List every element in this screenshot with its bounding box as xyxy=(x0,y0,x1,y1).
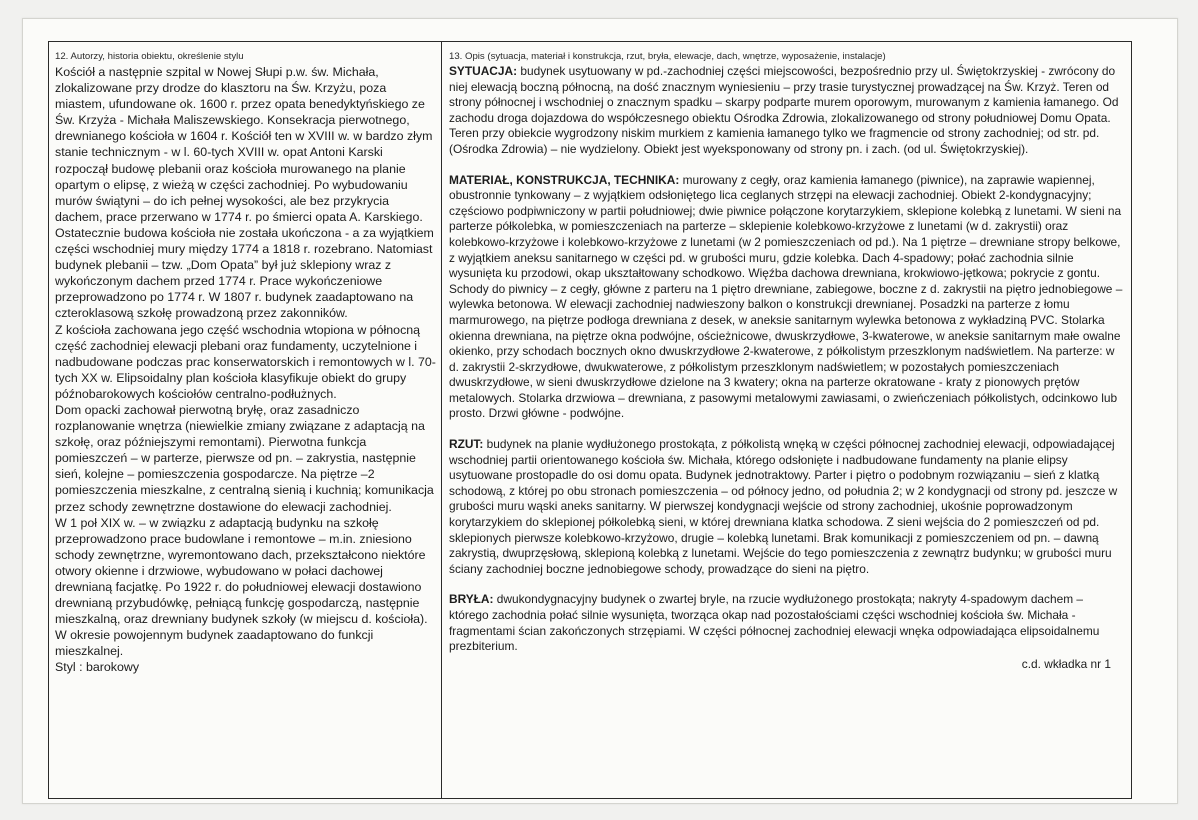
document-page xyxy=(22,18,1178,804)
description-heading: 13. Opis (sytuacja, materiał i konstrukcja, rzut, bryła, elewacje, dach, wnętrze, wyposażenie, instalacje) xyxy=(449,51,886,62)
situation-paragraph xyxy=(449,64,1125,158)
situation-text: budynek usytuowany w pd.-zachodniej części miejscowości, bezpośrednio przy ul. Świętokrzyskiej - zwrócony do niej elewacją boczną północną, na dość znacznym wyniesieniu – przy trasie turystycznej prowadzącej na Św. Krzyż. Teren od strony północnej i wschodniej o znacznym spadku – skarpy podparte murem oporowym, murowanym z kamienia łamanego. Od zachodu droga dojazdowa do współczesnego obiektu Ośrodka Zdrowia, zlokalizowanego od strony południowej Domu Opata. Teren przy obiekcie wygrodzony niskim murkiem z kamienia łamanego tylko we fragmencie od strony zachodniej; od str. pd. (Ośrodka Zdrowia) – nie wydzielony. Obiekt jest wyeksponowany od strony pn. i zach. (od ul. Świętokrzyskiej). xyxy=(449,64,1119,156)
material-label: MATERIAŁ, KONSTRUKCJA, TECHNIKA: xyxy=(449,172,680,187)
description-body xyxy=(449,64,1125,655)
situation-label: SYTUACJA: xyxy=(449,64,518,78)
history-paragraph: Z kościoła zachowana jego część wschodnia wtopiona w północną część zachodniej elewacji plebani oraz fundamenty, uczytelnione i nadbudowane podczas prac konserwatorskich i remontowych w l. 70-tych XX w. Elipsoidalny plan kościoła klasyfikuje obiekt do grupy późnobarokowych kościołów centralno-podłużnych. xyxy=(55,322,436,401)
history-body xyxy=(55,64,439,676)
history-section xyxy=(48,41,441,799)
massing-label: BRYŁA: xyxy=(449,592,494,607)
description-section xyxy=(441,41,1132,799)
material-text: murowany z cegły, oraz kamienia łamanego (piwnice), na zaprawie wapiennej, obustronnie tynkowany – z wyjątkiem odsłoniętego lica ceglanych strzępi na elewacji zachodniej. Obiekt 2-kondygnacyjny; częściowo podpiwniczony w partii południowej; dwie piwnice połączone korytarzykiem, sklepione kolebką z lunetami. W sieni na parterze półkolebka, w pomieszczeniach na parterze – sklepienie kolebkowo-krzyżowe z lunetami (w d. zakrystii) oraz kolebkowo-krzyżowe i kolebkowo-krzyżowe z lunetami (w 2 pomieszczeniach od pd.). Na 1 piętrze – drewniane stropy belkowe, z wyjątkiem aneksu sanitarnego w części pd. w grubości muru, gdzie kolebka. Dach 4-spadowy; połać zachodnia silnie wysunięta ku przodowi, okap ukształtowany schodkowo. Więźba dachowa drewniana, krokwiowo-jętkowa; pokrycie z gontu. Schody do piwnicy – z cegły, główne z parteru na 1 piętro drewniane, zabiegowe, boczne z d. zakrystii na piętro jednobiegowe – wylewka betonowa. W elewacji zachodniej nadwieszony balkon o konstrukcji drewnianej. Posadzki na parterze z łomu marmurowego, na piętrze podłoga drewniana z desek, w aneksie sanitarnym wylewka betonowa z wykładziną PVC. Stolarka okienna drewniana, na piętrze okna podwójne, ościeżnicowe, dwuskrzydłowe, 3-kwaterowe, w aneksie sanitarnym małe owalne okienko, przy schodach bocznych okno dwuskrzydłowe 2-kwaterowe, z półkolistym przeszklonym nadświetlem. Na parterze: w d. zakrystii 2-skrzydłowe, dwukwaterowe, z półkolistym przeszklonym nadświetlem; w pozostałych pomieszczeniach dwuskrzydłowe, w sieni dwuskrzydłowe dzielone na 3 kwatery; okna na parterze okratowane - kraty z pionowych prętów metalowych. Stolarka drzwiowa – drewniana, z pasowymi metalowymi zawiasami, o zwieńczeniach półkolistych, odcinkowo lub prosto. Drzwi główne - podwójne. xyxy=(449,172,1123,421)
style-line: Styl : barokowy xyxy=(55,660,140,675)
massing-text: dwukondygnacyjny budynek o zwartej bryle, na rzucie wydłużonego prostokąta; nakryty 4-spadowym dachem – którego zachodnia połać silnie wysunięta, tworząca okap nad pozostałościami części wschodniej kościoła św. Michała - fragmentami ścian zakończonych strzępiami. W części północnej zachodniej elewacji wnęka odpowiadająca elipsoidalnemu prezbiterium. xyxy=(449,592,1100,654)
history-paragraph: Dom opacki zachował pierwotną bryłę, oraz zasadniczo rozplanowanie wnętrza (niewielkie zmiany związane z adaptacją na szkołę, oraz późniejszymi remontami). Pierwotna funkcja pomieszczeń – w parterze, pierwsze od pn. – zakrystia, następnie sień, kolejne – pomieszczenia gospodarcze. Na piętrze –2 pomieszczenia mieszkalne, z centralną sienią i kuchnią; komunikacja przez schody zewnętrzne dostawione do elewacji zachodniej. xyxy=(55,402,434,514)
history-paragraph: W 1 poł XIX w. – w związku z adaptacją budynku na szkołę przeprowadzono prace budowlane i remontowe – m.in. zniesiono schody zewnętrzne, wyremontowano dach, przekształcono niektóre otwory okienne i drzwiowe, wybudowano w połaci dachowej drewnianą facjatkę. Po 1922 r. do południowej elewacji dostawiono drewnianą przybudówkę, pełniącą funkcję gospodarczą, następnie mieszkalną, oraz drewniany budynek szkoły (w miejscu d. kościoła). W okresie powojennym budynek zaadaptowano do funkcji mieszkalnej. xyxy=(55,515,428,659)
continuation-note: c.d. wkładka nr 1 xyxy=(1021,656,1111,671)
history-heading: 12. Autorzy, historia obiektu, określenie stylu xyxy=(55,51,244,62)
plan-text: budynek na planie wydłużonego prostokąta, z półkolistą wnęką w części północnej zachodniej elewacji, odpowiadającej wschodniej partii orientowanego kościoła św. Michała, którego odsłonięte i nadbudowane fundamenty na planie elipsy usytuowane prostopadle do osi domu opata. Budynek jednotraktowy. Parter i piętro o podobnym rozwiązaniu – sień z klatką schodową, z której po obu stronach pomieszczenia – od północy jedno, od południa 2; w 2 kondygnacji od strony pd. jeszcze w grubości muru wąski aneks sanitarny. W pierwszej kondygnacji wejście od strony zachodniej, ukośnie poprowadzonym korytarzykiem do sklepionej półkolebką sieni, w której drewniana klatka schodowa. Z sieni wejścia do 2 pomieszczeń od pd. sklepionych pierwsze kolebkowo-krzyżowo, drugie – kolebką lunetami. Brak komunikacji z pomieszczeniem od pn. – dawną zakrystią, dwuprzęsłową, sklepioną kolebką z lunetami. Wejście do tego pomieszczenia z zewnątrz budynku; w grubości muru ściany zachodniej boczne jednobiegowe schody, prowadzące do sieni na piętro. xyxy=(449,437,1118,576)
massing-paragraph xyxy=(449,592,1125,654)
history-paragraph: Kościół a następnie szpital w Nowej Słupi p.w. św. Michała, zlokalizowane przy drodze do klasztoru na Św. Krzyżu, poza miastem, ufundowane ok. 1600 r. przez opata benedyktyńskiego ze Św. Krzyża - Michała Maliszewskiego. Konsekracja pierwotnego, drewnianego kościoła w 1604 r. Kościół ten w XVIII w. w bardzo złym stanie technicznym - w l. 60-tych XVIII w. opat Antoni Karski rozpoczął budowę plebanii oraz kościoła murowanego na planie opartym o elipsę, z wieżą w części zachodniej. Po wybudowaniu murów świątyni – do ich pełnej wysokości, ale bez przykrycia dachem, prace przerwano w 1774 r. po śmierci opata A. Karskiego. Ostatecznie budowa kościoła nie została ukończona - a za wyjątkiem części wschodniej mury między 1774 a 1818 r. rozebrano. Natomiast budynek plebanii – tzw. „Dom Opata” był już sklepiony wraz z wykończonym dachem przed 1774 r. Prace wykończeniowe przeprowadzono po 1774 r. W 1807 r. budynek zaadaptowano na czteroklasową szkołę prowadzoną przez zakonników. xyxy=(55,65,434,321)
plan-label: RZUT: xyxy=(449,437,484,452)
plan-paragraph xyxy=(449,437,1125,577)
material-paragraph xyxy=(449,173,1125,423)
